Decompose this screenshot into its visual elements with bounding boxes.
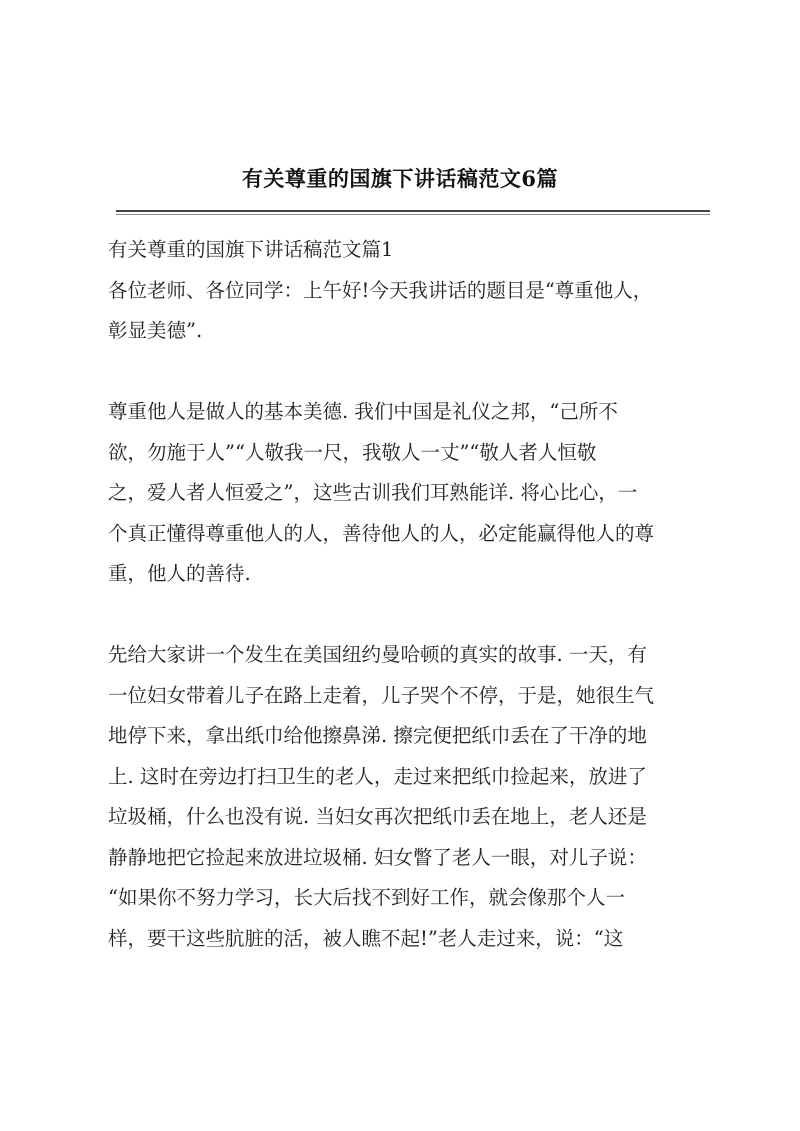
title-divider [116,210,710,212]
paragraph-line: 之，爱人者人恒爱之”，这些古训我们耳熟能详. 将心比心，一 [108,481,638,504]
paragraph-line: 各位老师、各位同学：上午好!今天我讲话的题目是“尊重他人， [108,278,653,302]
paragraph-line: 欲，勿施于人”“人敬我一尺，我敬人一丈”“敬人者人恒敬 [108,440,597,464]
paragraph-line: 一位妇女带着儿子在路上走着，儿子哭个不停，于是，她很生气 [108,683,655,707]
paragraph-line: 静静地把它捡起来放进垃圾桶. 妇女瞥了老人一眼，对儿子说： [108,845,647,869]
paragraph-line: 样，要干这些肮脏的活，被人瞧不起!”老人走过来，说：“这 [108,926,624,950]
paragraph-line: 先给大家讲一个发生在美国纽约曼哈顿的真实的故事. 一天，有 [108,643,647,666]
paragraph-line: 地停下来，拿出纸巾给他擦鼻涕. 擦完便把纸巾丢在了干净的地 [108,724,647,747]
section-heading: 有关尊重的国旗下讲话稿范文篇1 [108,238,394,261]
document-body [108,230,708,959]
paragraph-line: 个真正懂得尊重他人的人，善待他人的人，必定能赢得他人的尊 [108,521,655,545]
title-divider-thin [116,214,710,215]
document-title: 有关尊重的国旗下讲话稿范文6篇 [241,166,559,191]
paragraph-line: 上. 这时在旁边打扫卫生的老人，走过来把纸巾捡起来，放进了 [108,764,647,788]
paragraph-line: “如果你不努力学习，长大后找不到好工作，就会像那个人一 [108,886,625,909]
paragraph-gap [108,595,708,636]
paragraph-line: 尊重他人是做人的基本美德. 我们中国是礼仪之邦，“己所不 [108,400,618,423]
paragraph-line: 重，他人的善待. [108,562,251,585]
paragraph-gap [108,352,708,393]
paragraph-line: 彰显美德”. [108,319,203,342]
paragraph-line: 垃圾桶，什么也没有说. 当妇女再次把纸巾丢在地上，老人还是 [108,805,647,828]
